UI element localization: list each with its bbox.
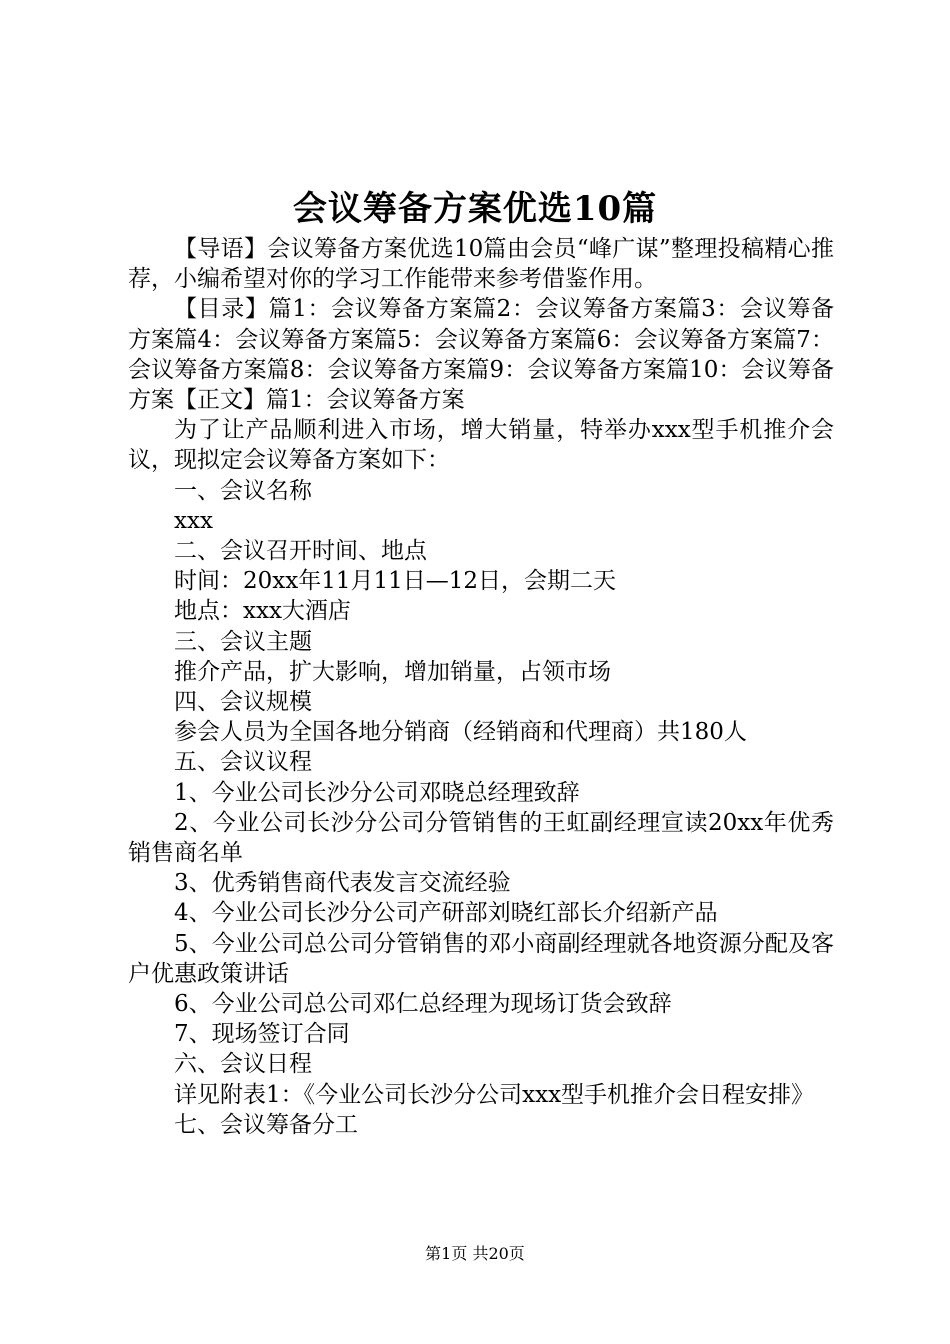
agenda-item: 3、优秀销售商代表发言交流经验 [174,870,511,897]
page-number: 第1页 共20页 [425,1244,525,1263]
section-heading: 一、会议名称 [174,477,312,504]
agenda-item: 1、今业公司长沙分公司邓晓总经理致辞 [174,779,580,806]
section-heading: 四、会议规模 [174,689,312,716]
paragraph: xxx [174,507,213,534]
section-heading: 三、会议主题 [174,628,312,655]
section-heading: 二、会议召开时间、地点 [174,538,427,565]
paragraph: 时间：20xx年11月11日—12日，会期二天 [174,568,617,595]
document-title: 会议筹备方案优选10篇 [292,189,658,229]
section-heading: 五、会议议程 [174,749,312,776]
agenda-item: 5、今业公司总公司分管销售的邓小商副经理就各地资源分配及客户优惠政策讲话 [128,930,834,987]
paragraph-toc: 【目录】篇1：会议筹备方案篇2：会议筹备方案篇3：会议筹备方案篇4：会议筹备方案篇5：会议筹备方案篇6：会议筹备方案篇7：会议筹备方案篇8：会议筹备方案篇9：会议筹备方案篇10：会议筹备方案【正文】篇1：会议筹备方案 [128,296,834,414]
agenda-item: 4、今业公司长沙分公司产研部刘晓红部长介绍新产品 [174,900,718,927]
paragraph: 推介产品，扩大影响，增加销量，占领市场 [174,658,611,685]
agenda-item: 6、今业公司总公司邓仁总经理为现场订货会致辞 [174,991,672,1018]
section-heading: 六、会议日程 [174,1051,312,1078]
section-heading: 七、会议筹备分工 [174,1111,358,1138]
agenda-item: 7、现场签订合同 [174,1021,350,1048]
agenda-item: 2、今业公司长沙分公司分管销售的王虹副经理宣读20xx年优秀销售商名单 [128,809,834,867]
paragraph: 地点：xxx大酒店 [174,598,351,625]
paragraph-purpose: 为了让产品顺利进入市场，增大销量，特举办xxx型手机推介会议，现拟定会议筹备方案如下： [128,417,834,474]
paragraph: 参会人员为全国各地分销商（经销商和代理商）共180人 [174,719,747,746]
paragraph-intro: 【导语】会议筹备方案优选10篇由会员“峰广谋”整理投稿精心推荐，小编希望对你的学习工作能带来参考借鉴作用。 [128,236,834,293]
paragraph: 详见附表1：《今业公司长沙分公司xxx型手机推介会日程安排》 [174,1081,815,1108]
document-body [128,234,834,1140]
